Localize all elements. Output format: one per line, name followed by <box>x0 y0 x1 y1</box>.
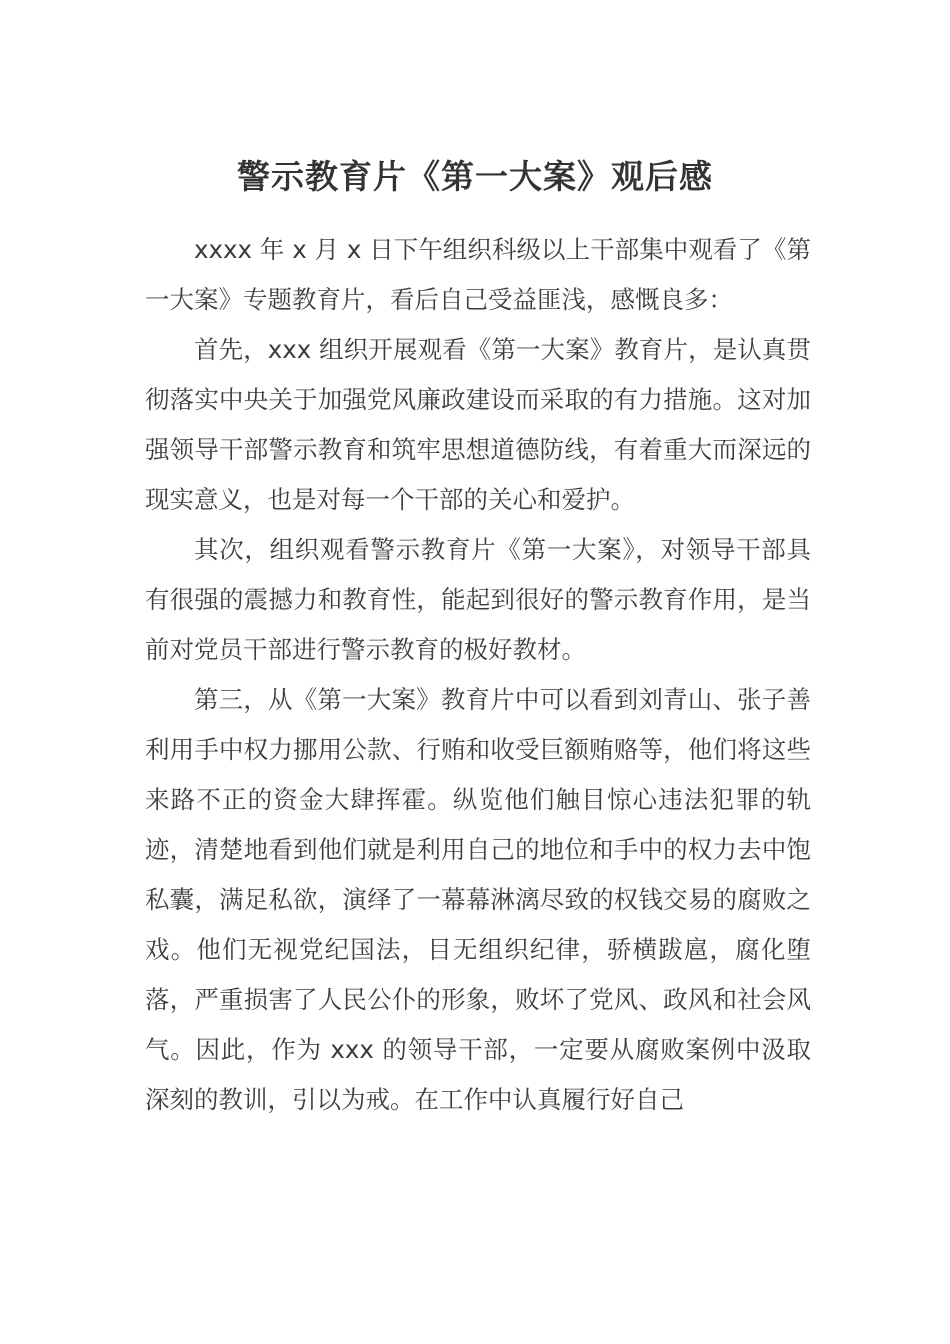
paragraph-intro: xxxx 年 x 月 x 日下午组织科级以上干部集中观看了《第一大案》专题教育片，看后自己受益匪浅，感慨良多： <box>145 235 811 314</box>
paragraph-second-point: 其次，组织观看警示教育片《第一大案》，对领导干部具有很强的震撼力和教育性，能起到很好的警示教育作用，是当前对党员干部进行警示教育的极好教材。 <box>145 535 811 664</box>
document-body <box>145 225 811 1125</box>
document-title: 警示教育片《第一大案》观后感 <box>237 157 713 196</box>
paragraph-first-point: 首先，xxx 组织开展观看《第一大案》教育片，是认真贯彻落实中央关于加强党风廉政建设而采取的有力措施。这对加强领导干部警示教育和筑牢思想道德防线，有着重大而深远的现实意义，也是对每一个干部的关心和爱护。 <box>145 335 811 514</box>
paragraph-third-point: 第三，从《第一大案》教育片中可以看到刘青山、张子善利用手中权力挪用公款、行贿和收受巨额贿赂等，他们将这些来路不正的资金大肆挥霍。纵览他们触目惊心违法犯罪的轨迹，清楚地看到他们就是利用自己的地位和手中的权力去中饱私囊，满足私欲，演绎了一幕幕淋漓尽致的权钱交易的腐败之戏。他们无视党纪国法，目无组织纪律，骄横跋扈，腐化堕落，严重损害了人民公仆的形象，败坏了党风、政风和社会风气。因此，作为 xxx 的领导干部，一定要从腐败案例中汲取深刻的教训，引以为戒。在工作中认真履行好自己 <box>145 685 811 1114</box>
